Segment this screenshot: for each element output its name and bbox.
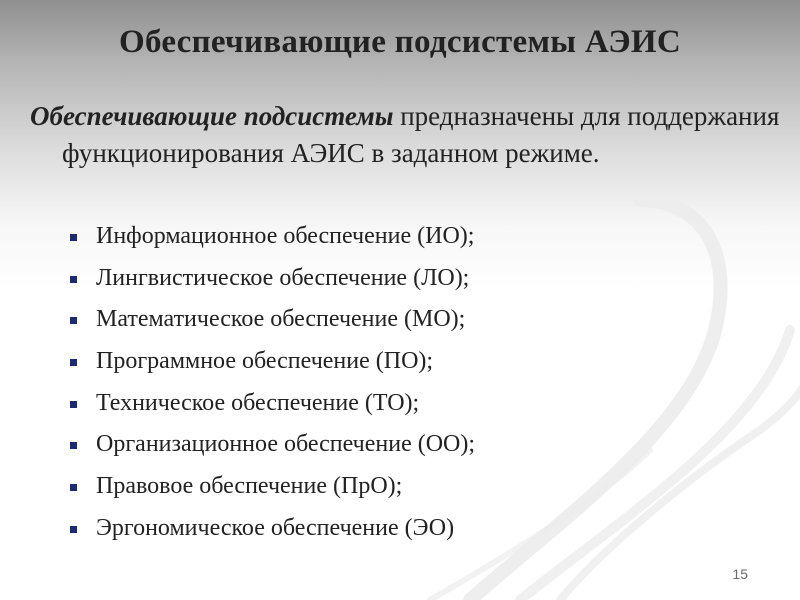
list-item xyxy=(66,426,766,468)
list-item xyxy=(66,260,766,302)
list-item-label: Лингвистическое обеспечение (ЛО); xyxy=(96,264,470,291)
slide-title: Обеспечивающие подсистемы АЭИС xyxy=(118,24,681,60)
subsystems-list xyxy=(66,218,766,552)
lead-text: предназначены для поддержания функционирования АЭИС в заданном режиме. xyxy=(62,101,780,168)
list-item-label: Техническое обеспечение (ТО); xyxy=(96,389,420,416)
list-item-label: Правовое обеспечение (ПрО); xyxy=(96,473,403,500)
page-number: 15 xyxy=(732,566,748,582)
square-bullet-icon xyxy=(70,401,77,408)
list-item xyxy=(66,301,766,343)
list-item xyxy=(66,510,766,552)
square-bullet-icon xyxy=(70,526,77,533)
square-bullet-icon xyxy=(70,317,77,324)
list-item-label: Математическое обеспечение (МО); xyxy=(96,306,466,333)
square-bullet-icon xyxy=(70,359,77,366)
square-bullet-icon xyxy=(70,234,77,241)
list-item xyxy=(66,218,766,260)
list-item xyxy=(66,468,766,510)
lead-term: Обеспечивающие подсистемы xyxy=(30,101,394,131)
square-bullet-icon xyxy=(70,484,77,491)
square-bullet-icon xyxy=(70,276,77,283)
lead-paragraph xyxy=(30,98,800,172)
list-item-label: Информационное обеспечение (ИО); xyxy=(96,223,475,249)
square-bullet-icon xyxy=(70,442,77,449)
list-item xyxy=(66,343,766,385)
list-item-label: Эргономическое обеспечение (ЭО) xyxy=(96,514,455,541)
list-item-label: Программное обеспечение (ПО); xyxy=(96,348,434,375)
list-item xyxy=(66,385,766,427)
list-item-label: Организационное обеспечение (ОО); xyxy=(96,431,476,458)
